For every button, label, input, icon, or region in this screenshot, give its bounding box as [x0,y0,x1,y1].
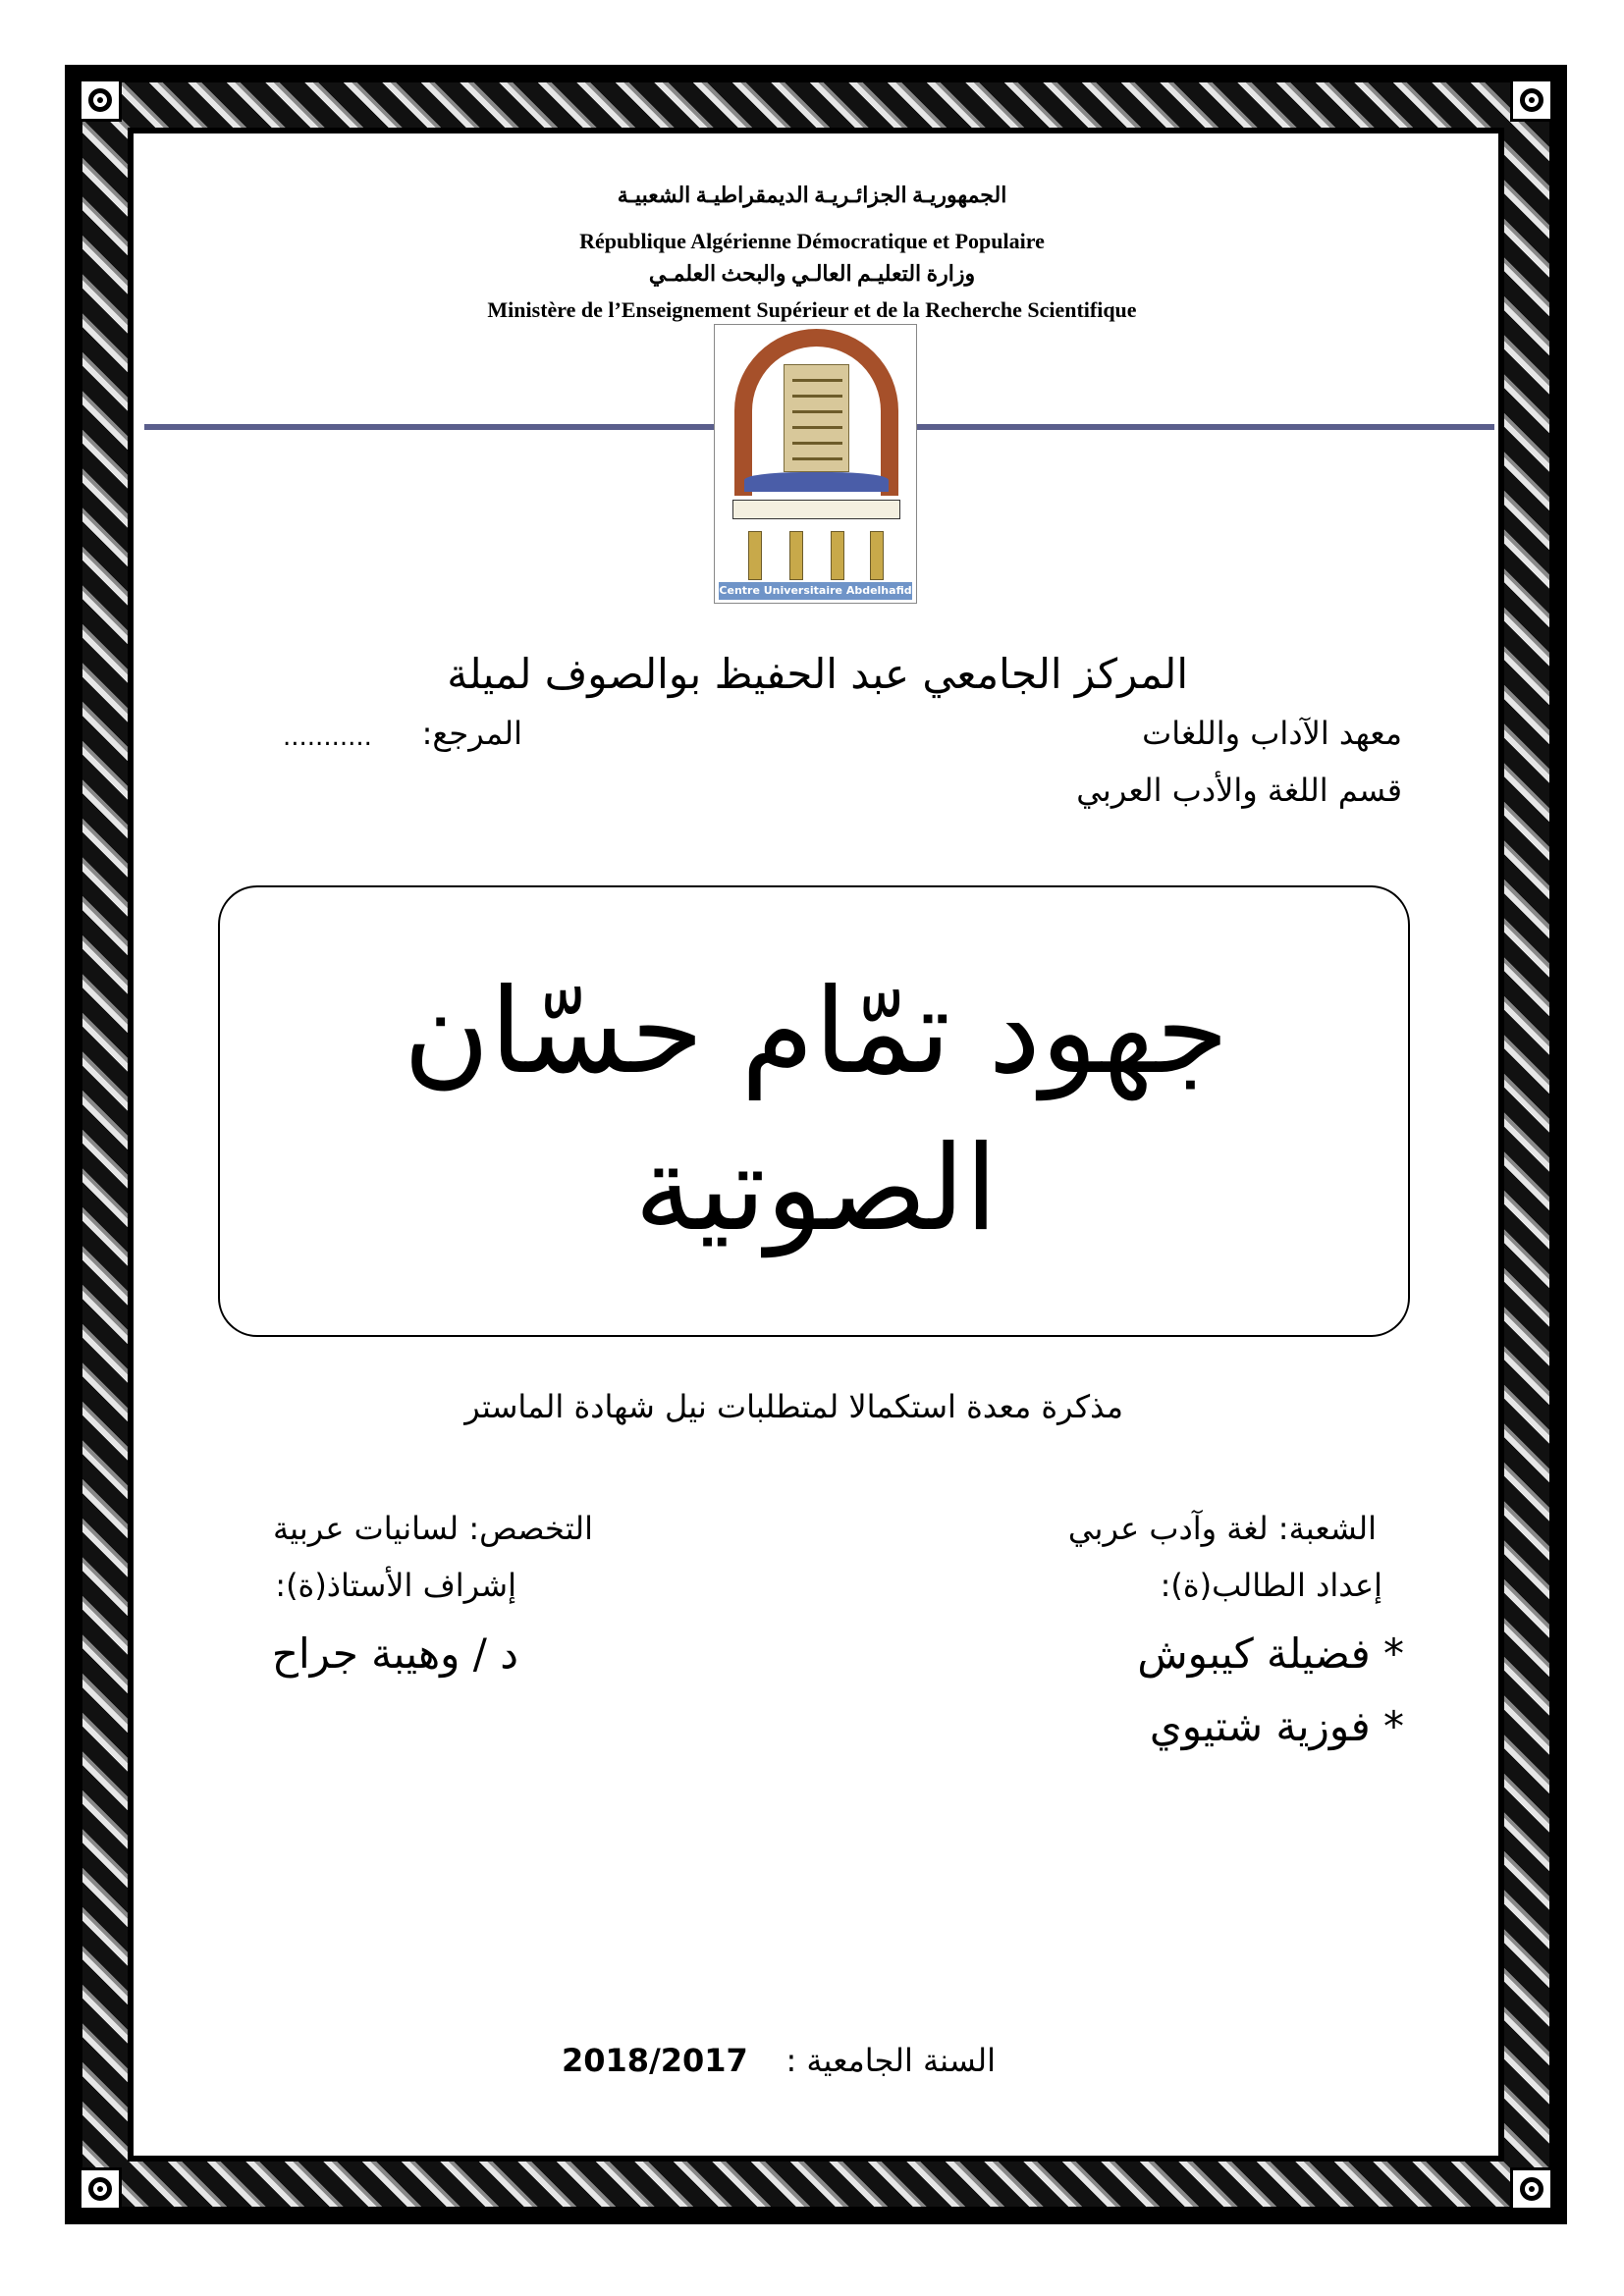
reference-value: ........... [283,722,372,752]
branch-field: الشعبة: لغة وآدب عربي [1067,1510,1377,1547]
logo-caption: Centre Universitaire Abdelhafid Boussouf Mila [719,584,912,614]
republic-name-ar: الجمهوريـة الجزائـريـة الديمقراطيـة الشعبيـة [617,183,1007,207]
university-logo [714,324,917,614]
student-name-1: * فضيلة كيبوش [1137,1629,1404,1678]
supervision-label: إشراف الأستاذ(ة): [275,1567,516,1604]
department-name: قسم اللغة والأدب العربي [1076,772,1402,809]
center-name: المركز الجامعي عبد الحفيظ بوالصوف لميلة [447,650,1188,698]
reference-label: المرجع: [421,715,522,752]
student-name-2: * فوزية شتيوي [1149,1702,1404,1750]
academic-year-value: 2018/2017 [562,2042,748,2079]
thesis-title-box [218,885,1410,1337]
thesis-subtitle: مذكرة معدة استكمالا لمتطلبات نيل شهادة الماستر [464,1388,1123,1425]
prepared-by-label: إعداد الطالب(ة): [1160,1567,1382,1604]
thesis-title-line-1: جهود تمّام حسّان [403,964,1229,1100]
corner-ornament-icon [1510,79,1553,122]
corner-ornament-icon [79,79,122,122]
corner-ornament-icon [79,2167,122,2211]
ministry-name-ar: وزارة التعليـم العالـي والبحث العلمـي [648,261,976,286]
republic-name-fr: République Algérienne Démocratique et Populaire [579,229,1045,253]
ministry-name-fr: Ministère de l’Enseignement Supérieur et de la Recherche Scientifique [487,297,1137,322]
supervisor-name: د / وهيبة جراح [271,1629,518,1678]
thesis-title-line-2: الصوتية [634,1121,998,1257]
corner-ornament-icon [1510,2167,1553,2211]
academic-year-label: السنة الجامعية : [785,2042,996,2079]
specialty-field: التخصص: لسانيات عربية [273,1510,593,1547]
institute-name: معهد الآداب واللغات [1142,715,1402,752]
